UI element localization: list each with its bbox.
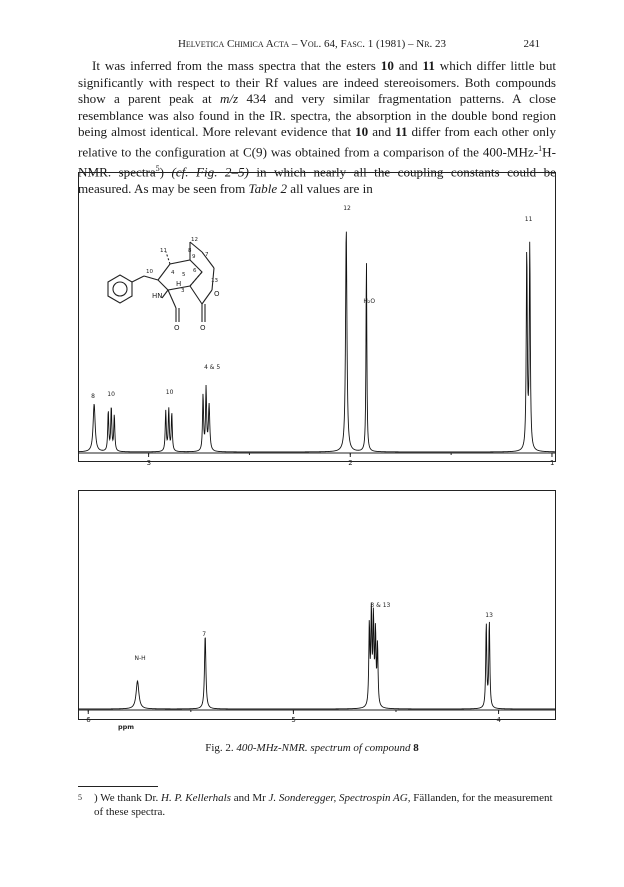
figure-ref: (cf. Fig. 2–5) xyxy=(171,164,249,180)
atom-label: 4 xyxy=(171,270,175,276)
peak-label: 7 xyxy=(202,631,207,638)
ppm-axis xyxy=(78,710,556,714)
atom-label: 5 xyxy=(182,272,186,278)
atom-label: H xyxy=(176,280,182,288)
peak-label: 11 xyxy=(524,216,533,223)
atom-label: HN xyxy=(152,292,163,300)
atom-label: 8 xyxy=(188,248,192,254)
atom-label: 12 xyxy=(191,237,198,243)
peak-label: 4 & 5 xyxy=(204,364,221,371)
page-number: 241 xyxy=(523,38,540,50)
atom-label: O xyxy=(174,324,180,332)
body-paragraph: It was inferred from the mass spectra that the esters 10 and 11 which differ little but significantly with respect to their Rf values are indeed stereoisomers. Both compounds show a parent peak at m/z 434 and very similar fragmentation patterns. A close resemblance was also found in the IR. spectra, the absorption in the double bond region being almost identical. More relevant evidence that 10 and 11 differ from each other only relative to the configuration at C(9) was obtained from a comparison of the 400-MHz-$^1$H-NMR. spectra$^5$) (cf. Fig. 2–5) in which nearly all the coupling constants could be measured. As may be seen from Table 2 all values are in xyxy=(78,58,557,196)
mz-term: m/z xyxy=(219,91,239,107)
bond xyxy=(144,276,158,280)
table-ref: Table 2 xyxy=(248,180,287,196)
peak-label: 10 xyxy=(107,391,115,398)
peak-label: 8 xyxy=(91,393,95,400)
footnote-ref: 5 xyxy=(155,163,160,173)
atom-label: O xyxy=(200,324,206,332)
bond xyxy=(202,290,212,304)
tick-label: 2 xyxy=(348,459,353,467)
spectrum-trace xyxy=(78,232,556,452)
structure-atom-labels xyxy=(146,237,220,332)
atom-label: O xyxy=(214,290,220,298)
tick-label: 1 xyxy=(549,459,555,467)
peak-label: 10 xyxy=(165,389,174,396)
plot-frame xyxy=(79,491,556,720)
peak-label: H₂O xyxy=(363,298,376,305)
nmr-plot-lower xyxy=(78,490,556,740)
tick-label: 5 xyxy=(291,716,296,724)
nmr-plot-upper xyxy=(78,172,556,472)
tick-label: 6 xyxy=(86,716,91,724)
ppm-tick-labels xyxy=(147,459,555,467)
tick-label: 4 xyxy=(496,716,502,724)
atom-label: 10 xyxy=(146,269,153,275)
peak-label: 3 & 13 xyxy=(370,602,391,609)
peak-label: 12 xyxy=(343,205,351,212)
bond xyxy=(162,290,168,298)
footnote-rule xyxy=(78,786,158,787)
peak-labels xyxy=(134,602,493,662)
tick-label: 3 xyxy=(146,459,152,467)
benzene-ring xyxy=(108,275,132,303)
nmr-spectrum-lower xyxy=(78,490,556,740)
compound-ref: 11 xyxy=(422,58,435,73)
atom-label: 13 xyxy=(211,278,218,284)
compound-ref: 10 xyxy=(355,124,369,140)
spectrum-trace xyxy=(78,603,556,709)
figure-caption: Fig. 2. 400-MHz-NMR. spectrum of compound 8 xyxy=(205,742,419,754)
peak-label: N-H xyxy=(134,655,146,662)
molecule-structure xyxy=(108,242,214,322)
running-header xyxy=(0,38,624,54)
atom-label: 11 xyxy=(160,248,167,254)
aromatic-circle xyxy=(113,282,127,296)
atom-label: 7 xyxy=(205,252,209,258)
bond xyxy=(168,290,176,308)
atom-label: 6 xyxy=(193,268,197,274)
peak-label: 13 xyxy=(485,612,493,619)
plot-frame xyxy=(79,173,556,462)
bond xyxy=(190,242,202,252)
ppm-axis xyxy=(78,453,556,457)
axis-unit-label: ppm xyxy=(118,723,135,731)
bond xyxy=(132,276,144,282)
footnote: 5 ) We thank Dr. H. P. Kellerhals and Mr J. Sonderegger, Spectrospin AG, Fällanden, for the measurement of these spectra. xyxy=(78,792,553,818)
atom-label: 3 xyxy=(181,288,185,294)
peak-labels xyxy=(91,205,532,400)
compound-ref: 11 xyxy=(395,124,408,140)
journal-title: Helvetica Chimica Acta – Vol. 64, Fasc. 1 (1981) – Nr. 23 xyxy=(177,38,447,50)
nmr-spectrum-upper xyxy=(78,172,556,472)
bond xyxy=(190,286,202,304)
compound-ref: 10 xyxy=(380,58,394,73)
atom-label: 9 xyxy=(192,254,196,260)
